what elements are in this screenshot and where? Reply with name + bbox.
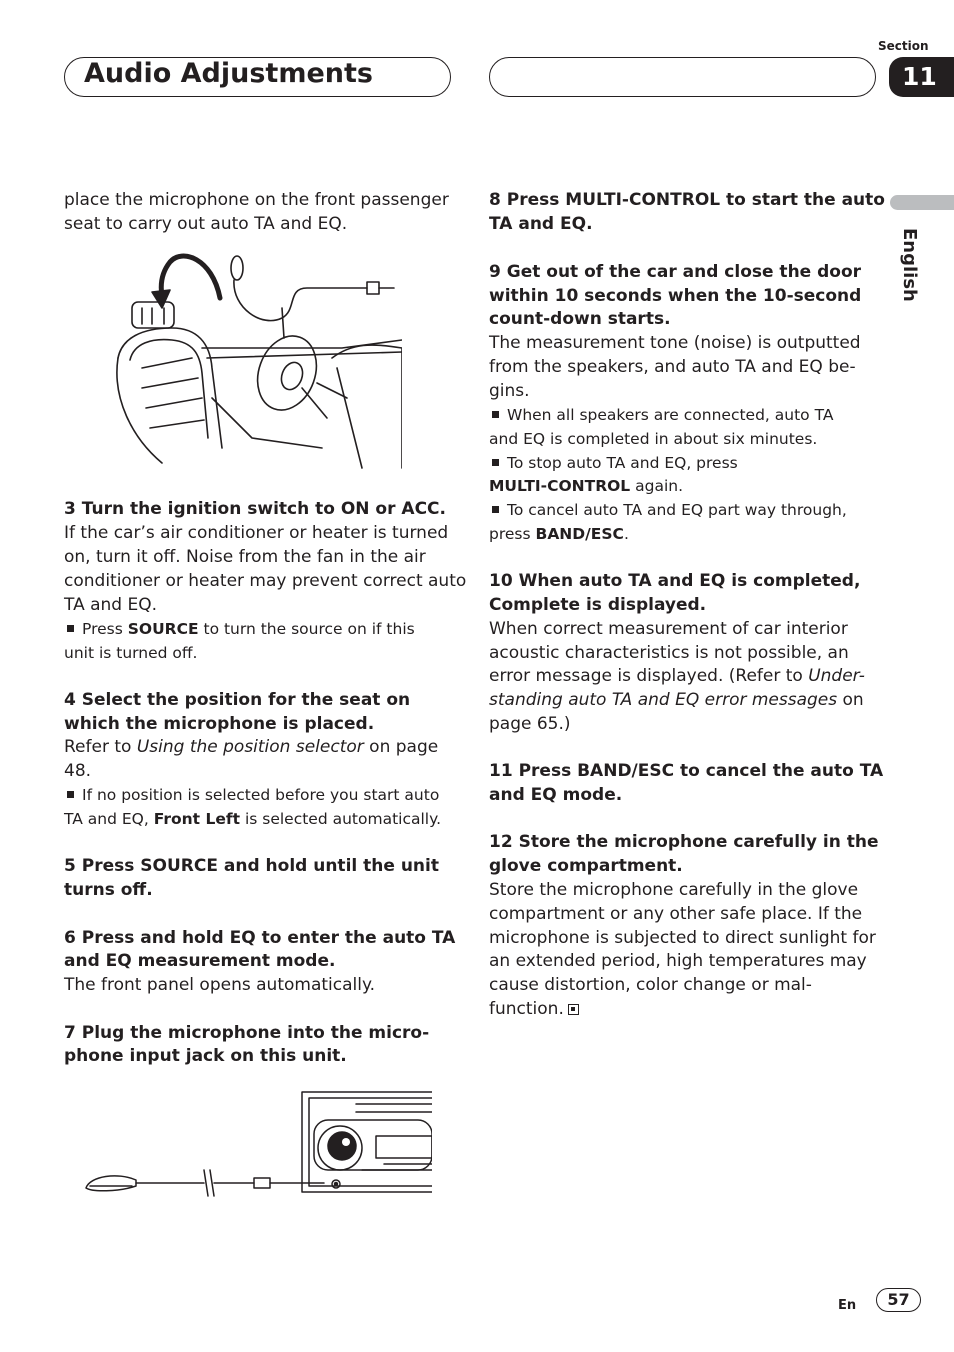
step-11-heading: 11 Press BAND/ESC to cancel the auto TA bbox=[489, 761, 884, 781]
step-11-heading: and EQ mode. bbox=[489, 785, 623, 805]
step-12-text: compartment or any other safe place. If the bbox=[489, 904, 863, 924]
step-9-note: press BAND/ESC. bbox=[489, 525, 629, 543]
header-right-frame bbox=[489, 57, 876, 97]
intro-line-1: place the microphone on the front passenger bbox=[64, 190, 449, 210]
step-10-text: When correct measurement of car interior bbox=[489, 619, 848, 639]
bullet-icon bbox=[492, 459, 499, 466]
step-6-heading: 6 Press and hold EQ to enter the auto TA bbox=[64, 928, 456, 948]
section-number: 11 bbox=[889, 57, 954, 97]
step-12-heading: glove compartment. bbox=[489, 856, 683, 876]
step-8-heading: 8 Press MULTI-CONTROL to start the auto bbox=[489, 190, 885, 210]
intro-line-2: seat to carry out auto TA and EQ. bbox=[64, 214, 348, 234]
step-3-note: unit is turned off. bbox=[64, 644, 198, 662]
step-3-note: Press SOURCE to turn the source on if this bbox=[64, 617, 415, 641]
footer-language: En bbox=[838, 1298, 857, 1313]
step-9-text: The measurement tone (noise) is outputted bbox=[489, 333, 861, 353]
end-mark-icon bbox=[568, 1004, 579, 1015]
step-8-heading: TA and EQ. bbox=[489, 214, 593, 234]
step-9-note: When all speakers are connected, auto TA bbox=[489, 403, 833, 427]
step-9-note: MULTI-CONTROL again. bbox=[489, 477, 684, 495]
step-6-text: The front panel opens automatically. bbox=[64, 975, 375, 995]
step-10-heading: Complete is displayed. bbox=[489, 595, 707, 615]
step-10-text: acoustic characteristics is not possible, an bbox=[489, 643, 849, 663]
step-4-note: If no position is selected before you start auto bbox=[64, 783, 439, 807]
step-3-heading: 3 Turn the ignition switch to ON or ACC. bbox=[64, 499, 446, 519]
language-tab bbox=[890, 195, 954, 210]
step-10-text: error message is displayed. (Refer to Under- bbox=[489, 666, 865, 686]
step-6-heading: and EQ measurement mode. bbox=[64, 951, 336, 971]
step-10-heading: 10 When auto TA and EQ is completed, bbox=[489, 571, 861, 591]
step-12-text: Store the microphone carefully in the glove bbox=[489, 880, 859, 900]
step-9-heading: 9 Get out of the car and close the door bbox=[489, 262, 862, 282]
bullet-icon bbox=[492, 411, 499, 418]
section-label: Section bbox=[878, 39, 929, 53]
head-unit-jack-illustration bbox=[84, 1090, 432, 1202]
language-label: English bbox=[899, 228, 920, 302]
step-9-text: from the speakers, and auto TA and EQ be- bbox=[489, 357, 856, 377]
step-9-note: and EQ is completed in about six minutes. bbox=[489, 430, 818, 448]
page-number: 57 bbox=[876, 1288, 921, 1312]
seat-microphone-illustration bbox=[112, 248, 402, 470]
page-title: Audio Adjustments bbox=[84, 58, 373, 89]
step-5-heading: turns off. bbox=[64, 880, 153, 900]
step-4-text: Refer to Using the position selector on page bbox=[64, 737, 439, 757]
step-9-note: To cancel auto TA and EQ part way through, bbox=[489, 498, 847, 522]
step-5-heading: 5 Press SOURCE and hold until the unit bbox=[64, 856, 439, 876]
step-9-heading: within 10 seconds when the 10-second bbox=[489, 286, 862, 306]
step-12-text: an extended period, high temperatures may bbox=[489, 951, 867, 971]
step-4-note: TA and EQ, Front Left is selected automatically. bbox=[64, 810, 441, 828]
step-12-text: cause distortion, color change or mal- bbox=[489, 975, 812, 995]
step-9-note: To stop auto TA and EQ, press bbox=[489, 451, 738, 475]
step-3-text: on, turn it off. Noise from the fan in the air bbox=[64, 547, 426, 567]
step-10-text: page 65.) bbox=[489, 714, 571, 734]
bullet-icon bbox=[492, 506, 499, 513]
step-4-heading: 4 Select the position for the seat on bbox=[64, 690, 411, 710]
bullet-icon bbox=[67, 791, 74, 798]
step-3-text: TA and EQ. bbox=[64, 595, 158, 615]
step-10-text: standing auto TA and EQ error messages on bbox=[489, 690, 864, 710]
step-3-text: If the car’s air conditioner or heater is turned bbox=[64, 523, 449, 543]
step-9-text: gins. bbox=[489, 381, 530, 401]
step-9-heading: count-down starts. bbox=[489, 309, 671, 329]
step-3-text: conditioner or heater may prevent correct auto bbox=[64, 571, 467, 591]
step-7-heading: 7 Plug the microphone into the micro- bbox=[64, 1023, 430, 1043]
step-12-text: microphone is subjected to direct sunlight for bbox=[489, 928, 876, 948]
step-4-text: 48. bbox=[64, 761, 92, 781]
step-12-heading: 12 Store the microphone carefully in the bbox=[489, 832, 879, 852]
bullet-icon bbox=[67, 625, 74, 632]
step-7-heading: phone input jack on this unit. bbox=[64, 1046, 347, 1066]
step-4-heading: which the microphone is placed. bbox=[64, 714, 375, 734]
step-12-text: function. bbox=[489, 997, 579, 1021]
